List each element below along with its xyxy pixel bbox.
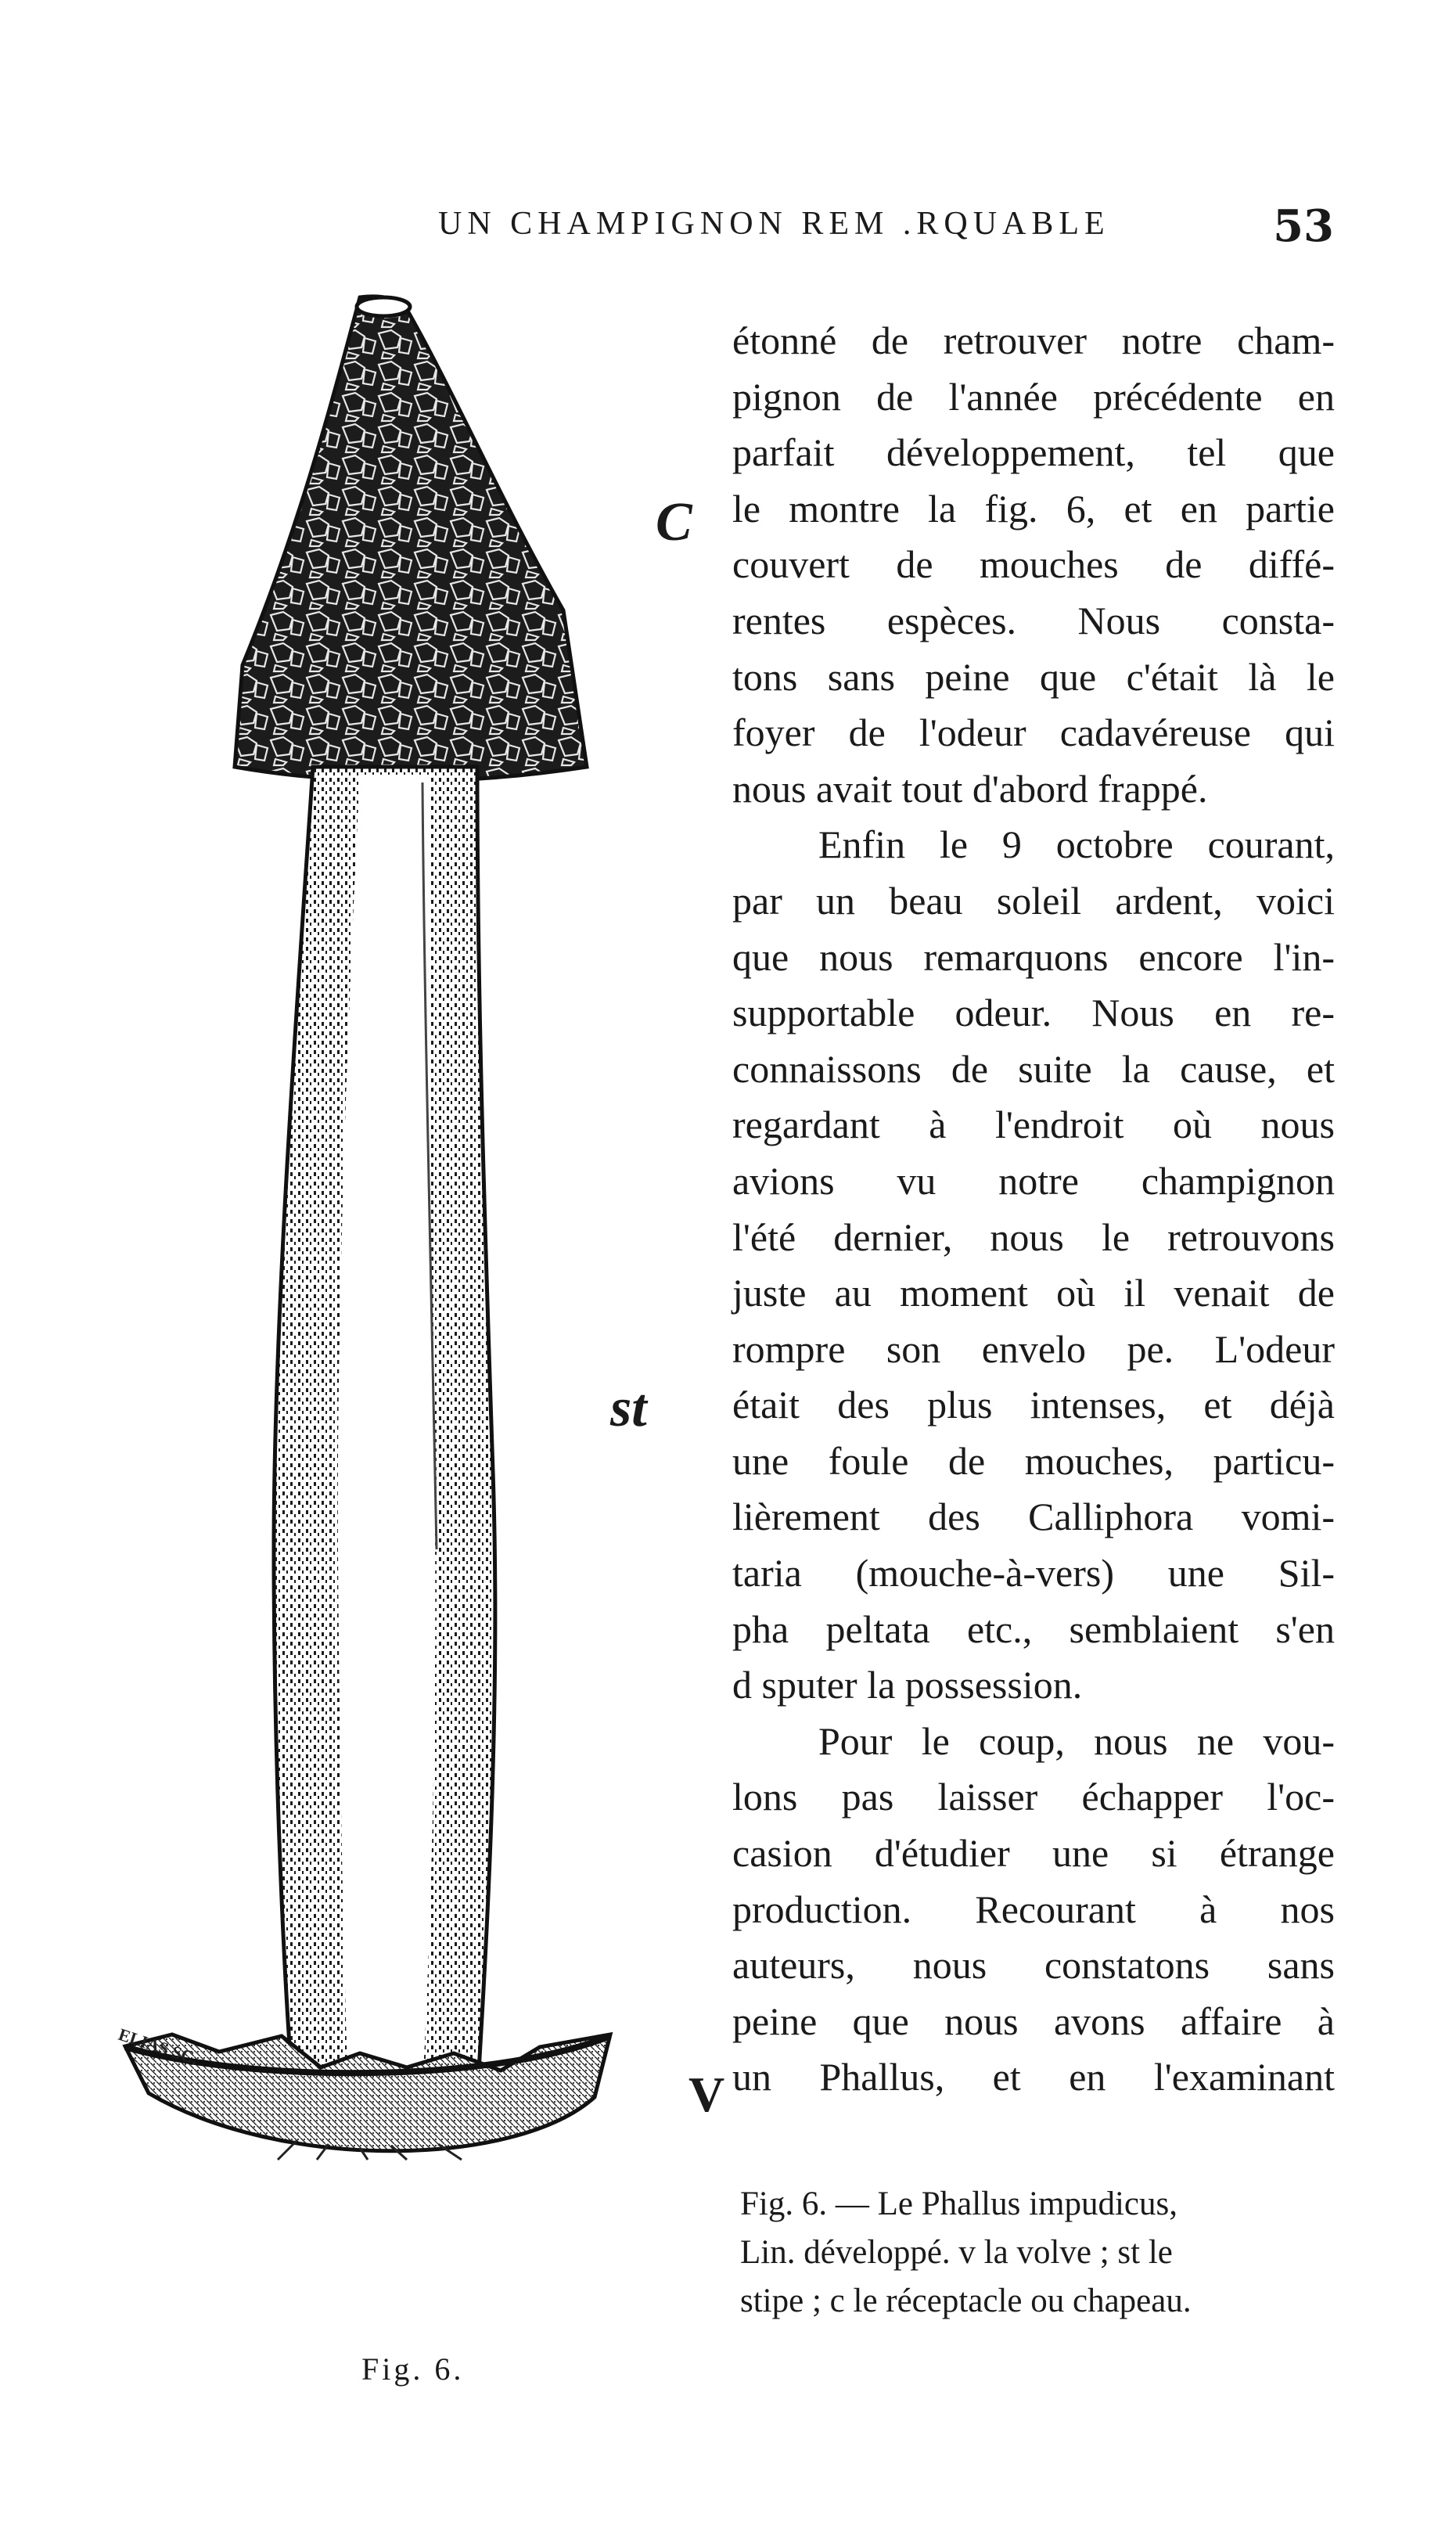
- text-line: couvert de mouches de diffé-: [732, 542, 1335, 587]
- text-line: pignon de l'année précédente en: [732, 374, 1335, 419]
- text-line: parfait développement, tel que: [732, 430, 1335, 475]
- text-line: peine que nous avons affaire à: [732, 1999, 1335, 2043]
- stipe: [274, 767, 495, 2097]
- running-title: UN CHAMPIGNON REM .RQUABLE: [438, 206, 1110, 242]
- text-line: une foule de mouches, particu-: [732, 1438, 1335, 1483]
- text-line: étonné de retrouver notre cham-: [732, 318, 1335, 362]
- text-line: taria (mouche-à-vers) une Sil-: [732, 1551, 1335, 1596]
- body-text: [732, 313, 1335, 2106]
- label-c: C: [656, 492, 692, 552]
- figure-number: Fig. 6.: [361, 2351, 465, 2387]
- caption-line: Lin. développé. v la volve ; st le: [740, 2234, 1173, 2271]
- text-line: avions vu notre champignon: [732, 1158, 1335, 1203]
- figure-caption: [740, 2180, 1335, 2326]
- caption-line: Fig. 6. — Le Phallus impudicus,: [740, 2186, 1177, 2222]
- caption-line: stipe ; c le réceptacle ou chapeau.: [740, 2283, 1192, 2319]
- cap-receptacle: [235, 297, 587, 781]
- text-line: était des plus intenses, et déjà: [732, 1383, 1335, 1427]
- text-line: lons pas laisser échapper l'oc-: [732, 1775, 1335, 1819]
- text-line: nous avait tout d'abord frappé.: [732, 766, 1208, 811]
- page-number: 53: [1273, 200, 1334, 252]
- text-line: foyer de l'odeur cadavéreuse qui: [732, 711, 1335, 755]
- text-line: production. Recourant à nos: [732, 1887, 1335, 1931]
- label-st: st: [610, 1378, 647, 1438]
- phallus-illustration: [116, 297, 704, 2160]
- text-line: par un beau soleil ardent, voici: [732, 878, 1335, 923]
- text-line: l'été dernier, nous le retrouvons: [732, 1214, 1335, 1259]
- text-line: casion d'étudier une si étrange: [732, 1831, 1335, 1876]
- text-line: que nous remarquons encore l'in-: [732, 934, 1335, 979]
- text-line: juste au moment où il venait de: [732, 1271, 1335, 1315]
- label-v: V: [688, 2067, 725, 2122]
- text-line: pha peltata etc., semblaient s'en: [732, 1606, 1335, 1651]
- text-line: d sputer la possession.: [732, 1663, 1083, 1707]
- text-line: tons sans peine que c'était là le: [732, 654, 1335, 699]
- text-line: auteurs, nous constatons sans: [732, 1943, 1335, 1988]
- text-line: Pour le coup, nous ne vou-: [818, 1718, 1335, 1763]
- text-line: rompre son envelo pe. L'odeur: [732, 1326, 1335, 1371]
- text-line: lièrement des Calliphora vomi-: [732, 1495, 1335, 1539]
- text-line: rentes espèces. Nous consta-: [732, 598, 1335, 642]
- text-line: un Phallus, et en l'examinant: [732, 2055, 1335, 2099]
- text-line: supportable odeur. Nous en re-: [732, 991, 1335, 1035]
- text-line: le montre la fig. 6, et en partie: [732, 486, 1335, 531]
- text-line: regardant à l'endroit où nous: [732, 1103, 1335, 1147]
- page-header: [438, 200, 1334, 268]
- text-line: Enfin le 9 octobre courant,: [818, 822, 1335, 867]
- engraver-mark: ELIAS SC.: [116, 2024, 201, 2069]
- text-line: connaissons de suite la cause, et: [732, 1046, 1335, 1091]
